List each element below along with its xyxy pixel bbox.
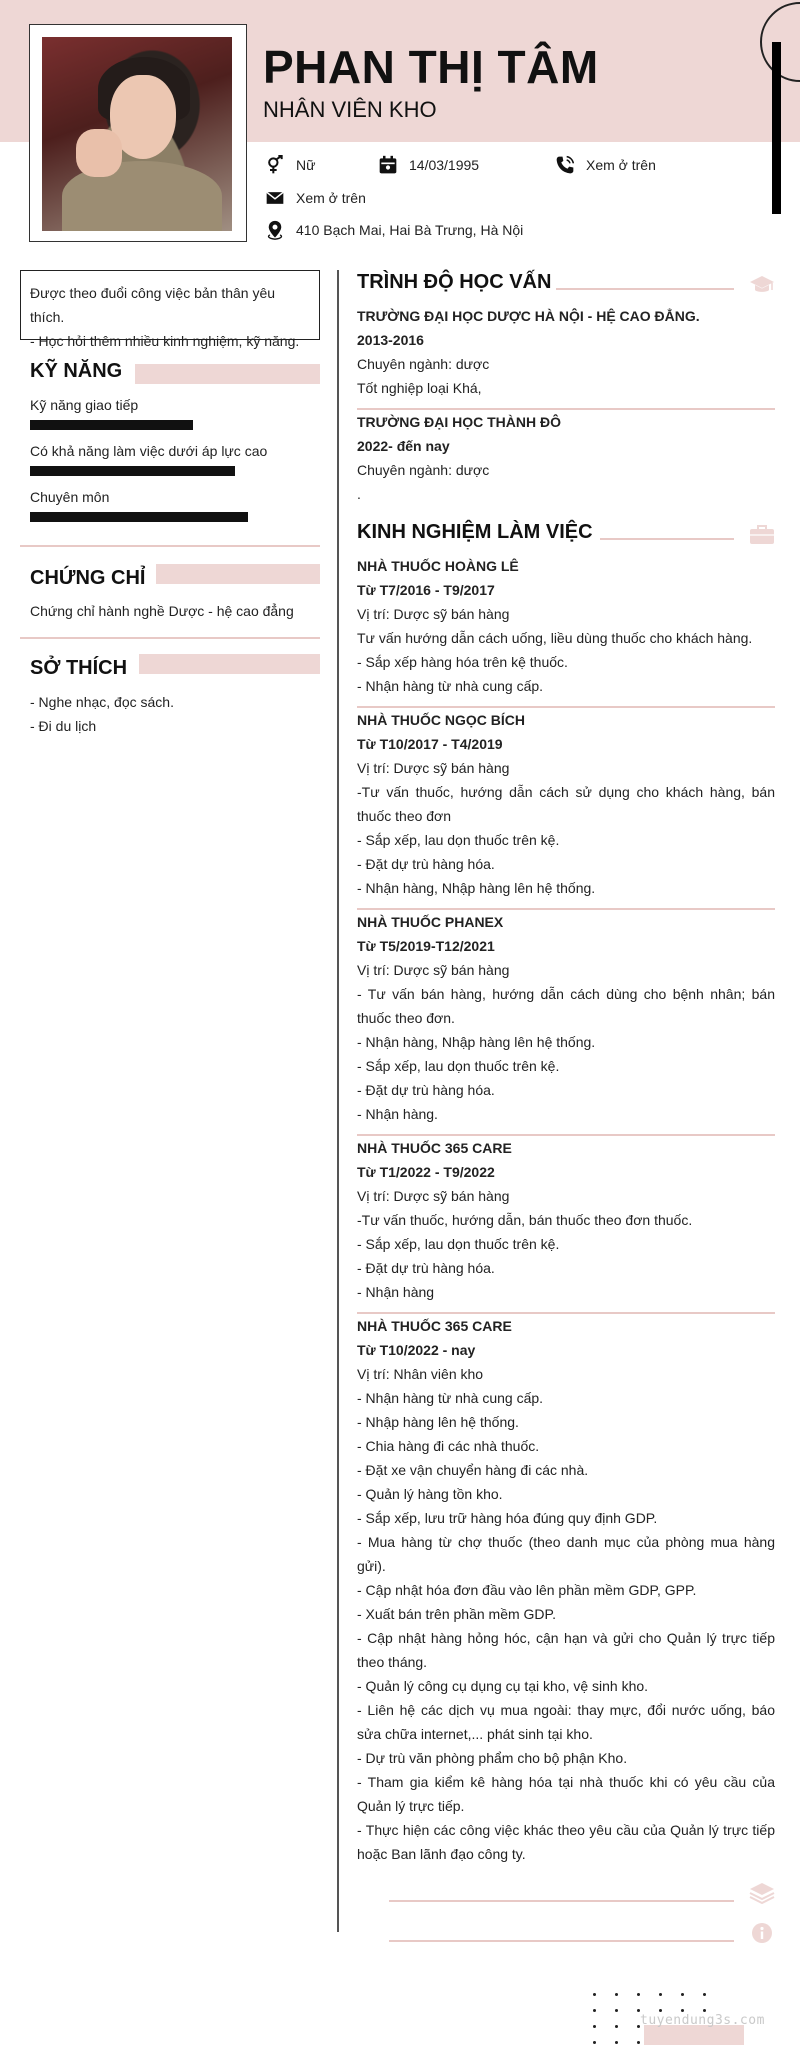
education-period: 2022- đến nay <box>357 438 450 454</box>
school-name: TRƯỜNG ĐẠI HỌC THÀNH ĐÔ <box>357 414 561 430</box>
decorative-dot <box>681 2009 684 2012</box>
decorative-dot <box>659 2009 662 2012</box>
decorative-dot <box>703 1993 706 1996</box>
birthdate-info <box>378 155 479 175</box>
column-divider <box>337 270 339 1932</box>
decorative-dot <box>659 1993 662 1996</box>
work-detail: - Nhận hàng. <box>357 1106 438 1122</box>
hobbies-title-bar <box>139 654 320 674</box>
phone-icon <box>555 155 575 175</box>
decorative-dot <box>681 1993 684 1996</box>
decorative-dot <box>615 1993 618 1996</box>
experience-entry <box>357 910 775 1126</box>
work-period: Từ T7/2016 - T9/2017 <box>357 582 495 598</box>
work-detail: -Tư vấn thuốc, hướng dẫn, bán thuốc theo đơn thuốc. <box>357 1212 693 1228</box>
birthdate-text: 14/03/1995 <box>409 157 480 173</box>
address-info <box>265 220 523 240</box>
experience-title: KINH NGHIỆM LÀM VIỆC <box>357 521 593 543</box>
experience-entry <box>357 554 775 698</box>
work-detail: Vị trí: Dược sỹ bán hàng <box>357 760 510 776</box>
work-detail: - Quản lý hàng tồn kho. <box>357 1486 503 1502</box>
experience-entry <box>357 1136 775 1304</box>
education-detail: . <box>357 486 361 502</box>
company-name: NHÀ THUỐC 365 CARE <box>357 1140 512 1156</box>
work-detail: - Nhận hàng <box>357 1284 435 1300</box>
education-title: TRÌNH ĐỘ HỌC VẤN <box>357 271 552 293</box>
decorative-dot <box>615 2041 618 2044</box>
gender-icon <box>265 155 285 175</box>
work-detail: - Đặt dự trù hàng hóa. <box>357 1260 495 1276</box>
work-period: Từ T10/2017 - T4/2019 <box>357 736 503 752</box>
work-detail: Vị trí: Dược sỹ bán hàng <box>357 962 510 978</box>
company-name: NHÀ THUỐC HOÀNG LÊ <box>357 558 519 574</box>
decorative-bar <box>772 42 781 214</box>
graduation-cap-icon <box>749 273 775 295</box>
info-icon <box>749 1922 775 1944</box>
education-entry <box>357 410 775 506</box>
decorative-dot <box>593 2009 596 2012</box>
work-detail: - Nhận hàng, Nhập hàng lên hệ thống. <box>357 1034 596 1050</box>
skill-level-bar <box>30 512 248 522</box>
section-divider <box>389 1940 734 1942</box>
skill-name: Có khả năng làm việc dưới áp lực cao <box>30 443 268 459</box>
layers-icon <box>749 1882 775 1904</box>
experience-title-line <box>600 538 734 540</box>
section-divider <box>20 637 320 639</box>
education-entry <box>357 304 775 400</box>
work-detail: - Đặt dự trù hàng hóa. <box>357 856 495 872</box>
skill-level-bar <box>30 466 235 476</box>
work-detail: - Nhập hàng lên hệ thống. <box>357 1414 519 1430</box>
certificates-title: CHỨNG CHỈ <box>30 567 146 589</box>
decorative-dot <box>593 1993 596 1996</box>
work-detail: - Dự trù văn phòng phẩm cho bộ phận Kho. <box>357 1750 628 1766</box>
email-text: Xem ở trên <box>296 190 366 206</box>
skill-level-bar <box>30 420 193 430</box>
hobbies-title: SỞ THÍCH <box>30 657 128 679</box>
education-detail: Chuyên ngành: dược <box>357 356 490 372</box>
work-detail: - Quản lý công cụ dụng cụ tại kho, vệ sinh kho. <box>357 1678 649 1694</box>
hobby-item: - Đi du lịch <box>30 718 97 734</box>
decorative-dot <box>615 2025 618 2028</box>
work-detail: Vị trí: Dược sỹ bán hàng <box>357 606 510 622</box>
work-detail: - Nhận hàng, Nhập hàng lên hệ thống. <box>357 880 596 896</box>
company-name: NHÀ THUỐC 365 CARE <box>357 1318 512 1334</box>
work-detail: - Cập nhật hàng hỏng hóc, cận hạn và gửi cho Quản lý trực tiếp theo tháng. <box>357 1630 775 1670</box>
work-detail: - Tham gia kiểm kê hàng hóa tại nhà thuốc khi có yêu cầu của Quản lý trực tiếp. <box>357 1774 775 1814</box>
work-detail: - Sắp xếp, lưu trữ hàng hóa đúng quy định GDP. <box>357 1510 658 1526</box>
education-title-line <box>556 288 734 290</box>
briefcase-icon <box>749 523 775 545</box>
work-detail: - Thực hiện các công việc khác theo yêu cầu của Quản lý trực tiếp hoặc Ban lãnh đạo công ty. <box>357 1822 775 1862</box>
phone-text: Xem ở trên <box>586 157 656 173</box>
work-detail: Vị trí: Nhân viên kho <box>357 1366 484 1382</box>
work-detail: - Chia hàng đi các nhà thuốc. <box>357 1438 540 1454</box>
decorative-dot <box>637 2009 640 2012</box>
education-period: 2013-2016 <box>357 332 424 348</box>
experience-entry <box>357 1314 775 1866</box>
phone-info <box>555 155 656 175</box>
location-pin-icon <box>265 220 285 240</box>
education-detail: Tốt nghiệp loại Khá, <box>357 380 482 396</box>
decorative-block <box>644 2025 744 2045</box>
skill-name: Chuyên môn <box>30 489 110 505</box>
work-detail: - Đặt dự trù hàng hóa. <box>357 1082 495 1098</box>
job-title: NHÂN VIÊN KHO <box>263 97 437 122</box>
hobby-item: - Nghe nhạc, đọc sách. <box>30 694 174 710</box>
skills-title-bar <box>135 364 320 384</box>
work-detail: - Sắp xếp, lau dọn thuốc trên kệ. <box>357 1058 560 1074</box>
work-detail: - Tư vấn bán hàng, hướng dẫn cách dùng cho bệnh nhân; bán thuốc theo đơn. <box>357 986 775 1026</box>
address-text: 410 Bạch Mai, Hai Bà Trưng, Hà Nội <box>296 222 524 238</box>
work-detail: - Liên hệ các dịch vụ mua ngoài: thay mực, đổi nước uống, báo sửa chữa internet,... phát sinh tại kho. <box>357 1702 775 1742</box>
email-info <box>265 188 366 208</box>
certificates-title-bar <box>156 564 320 584</box>
profile-photo-frame <box>29 24 247 242</box>
work-detail: Tư vấn hướng dẫn cách uống, liều dùng thuốc cho khách hàng. <box>357 630 753 646</box>
work-detail: - Sắp xếp, lau dọn thuốc trên kệ. <box>357 832 560 848</box>
company-name: NHÀ THUỐC NGỌC BÍCH <box>357 712 525 728</box>
work-detail: -Tư vấn thuốc, hướng dẫn cách sử dụng cho khách hàng, bán thuốc theo đơn <box>357 784 775 824</box>
watermark: tuyendung3s.com <box>640 2013 765 2028</box>
envelope-icon <box>265 188 285 208</box>
work-detail: - Mua hàng từ chợ thuốc (theo danh mục của phòng mua hàng gửi). <box>357 1534 775 1574</box>
gender-info <box>265 155 315 175</box>
work-detail: - Nhận hàng từ nhà cung cấp. <box>357 1390 544 1406</box>
gender-text: Nữ <box>296 157 316 173</box>
work-period: Từ T1/2022 - T9/2022 <box>357 1164 495 1180</box>
education-detail: Chuyên ngành: dược <box>357 462 490 478</box>
skill-name: Kỹ năng giao tiếp <box>30 397 139 413</box>
certificate-item: Chứng chỉ hành nghề Dược - hệ cao đẳng <box>30 603 294 619</box>
work-detail: - Sắp xếp hàng hóa trên kệ thuốc. <box>357 654 568 670</box>
section-divider <box>389 1900 734 1902</box>
work-detail: Vị trí: Dược sỹ bán hàng <box>357 1188 510 1204</box>
experience-entry <box>357 708 775 900</box>
decorative-dot <box>703 2009 706 2012</box>
profile-photo <box>42 37 232 231</box>
objective-line: Được theo đuổi công việc bản thân yêu thích. <box>30 285 276 325</box>
school-name: TRƯỜNG ĐẠI HỌC DƯỢC HÀ NỘI - HỆ CAO ĐẲNG. <box>357 308 700 324</box>
company-name: NHÀ THUỐC PHANEX <box>357 914 504 930</box>
work-period: Từ T10/2022 - nay <box>357 1342 476 1358</box>
candidate-name: PHAN THỊ TÂM <box>263 41 599 93</box>
decorative-dot <box>593 2041 596 2044</box>
decorative-dot <box>593 2025 596 2028</box>
work-detail: - Sắp xếp, lau dọn thuốc trên kệ. <box>357 1236 560 1252</box>
decorative-dot <box>637 1993 640 1996</box>
work-detail: - Cập nhật hóa đơn đầu vào lên phần mềm GDP, GPP. <box>357 1582 697 1598</box>
career-objective <box>20 270 320 349</box>
decorative-dot <box>615 2009 618 2012</box>
decorative-dot <box>637 2041 640 2044</box>
skills-title: KỸ NĂNG <box>30 360 123 382</box>
objective-line: - Học hỏi thêm nhiều kinh nghiệm, kỹ năng. <box>30 333 300 349</box>
work-period: Từ T5/2019-T12/2021 <box>357 938 495 954</box>
work-detail: - Xuất bán trên phần mềm GDP. <box>357 1606 556 1622</box>
section-divider <box>20 545 320 547</box>
work-detail: - Nhận hàng từ nhà cung cấp. <box>357 678 544 694</box>
calendar-icon <box>378 155 398 175</box>
work-detail: - Đặt xe vận chuyển hàng đi các nhà. <box>357 1462 589 1478</box>
